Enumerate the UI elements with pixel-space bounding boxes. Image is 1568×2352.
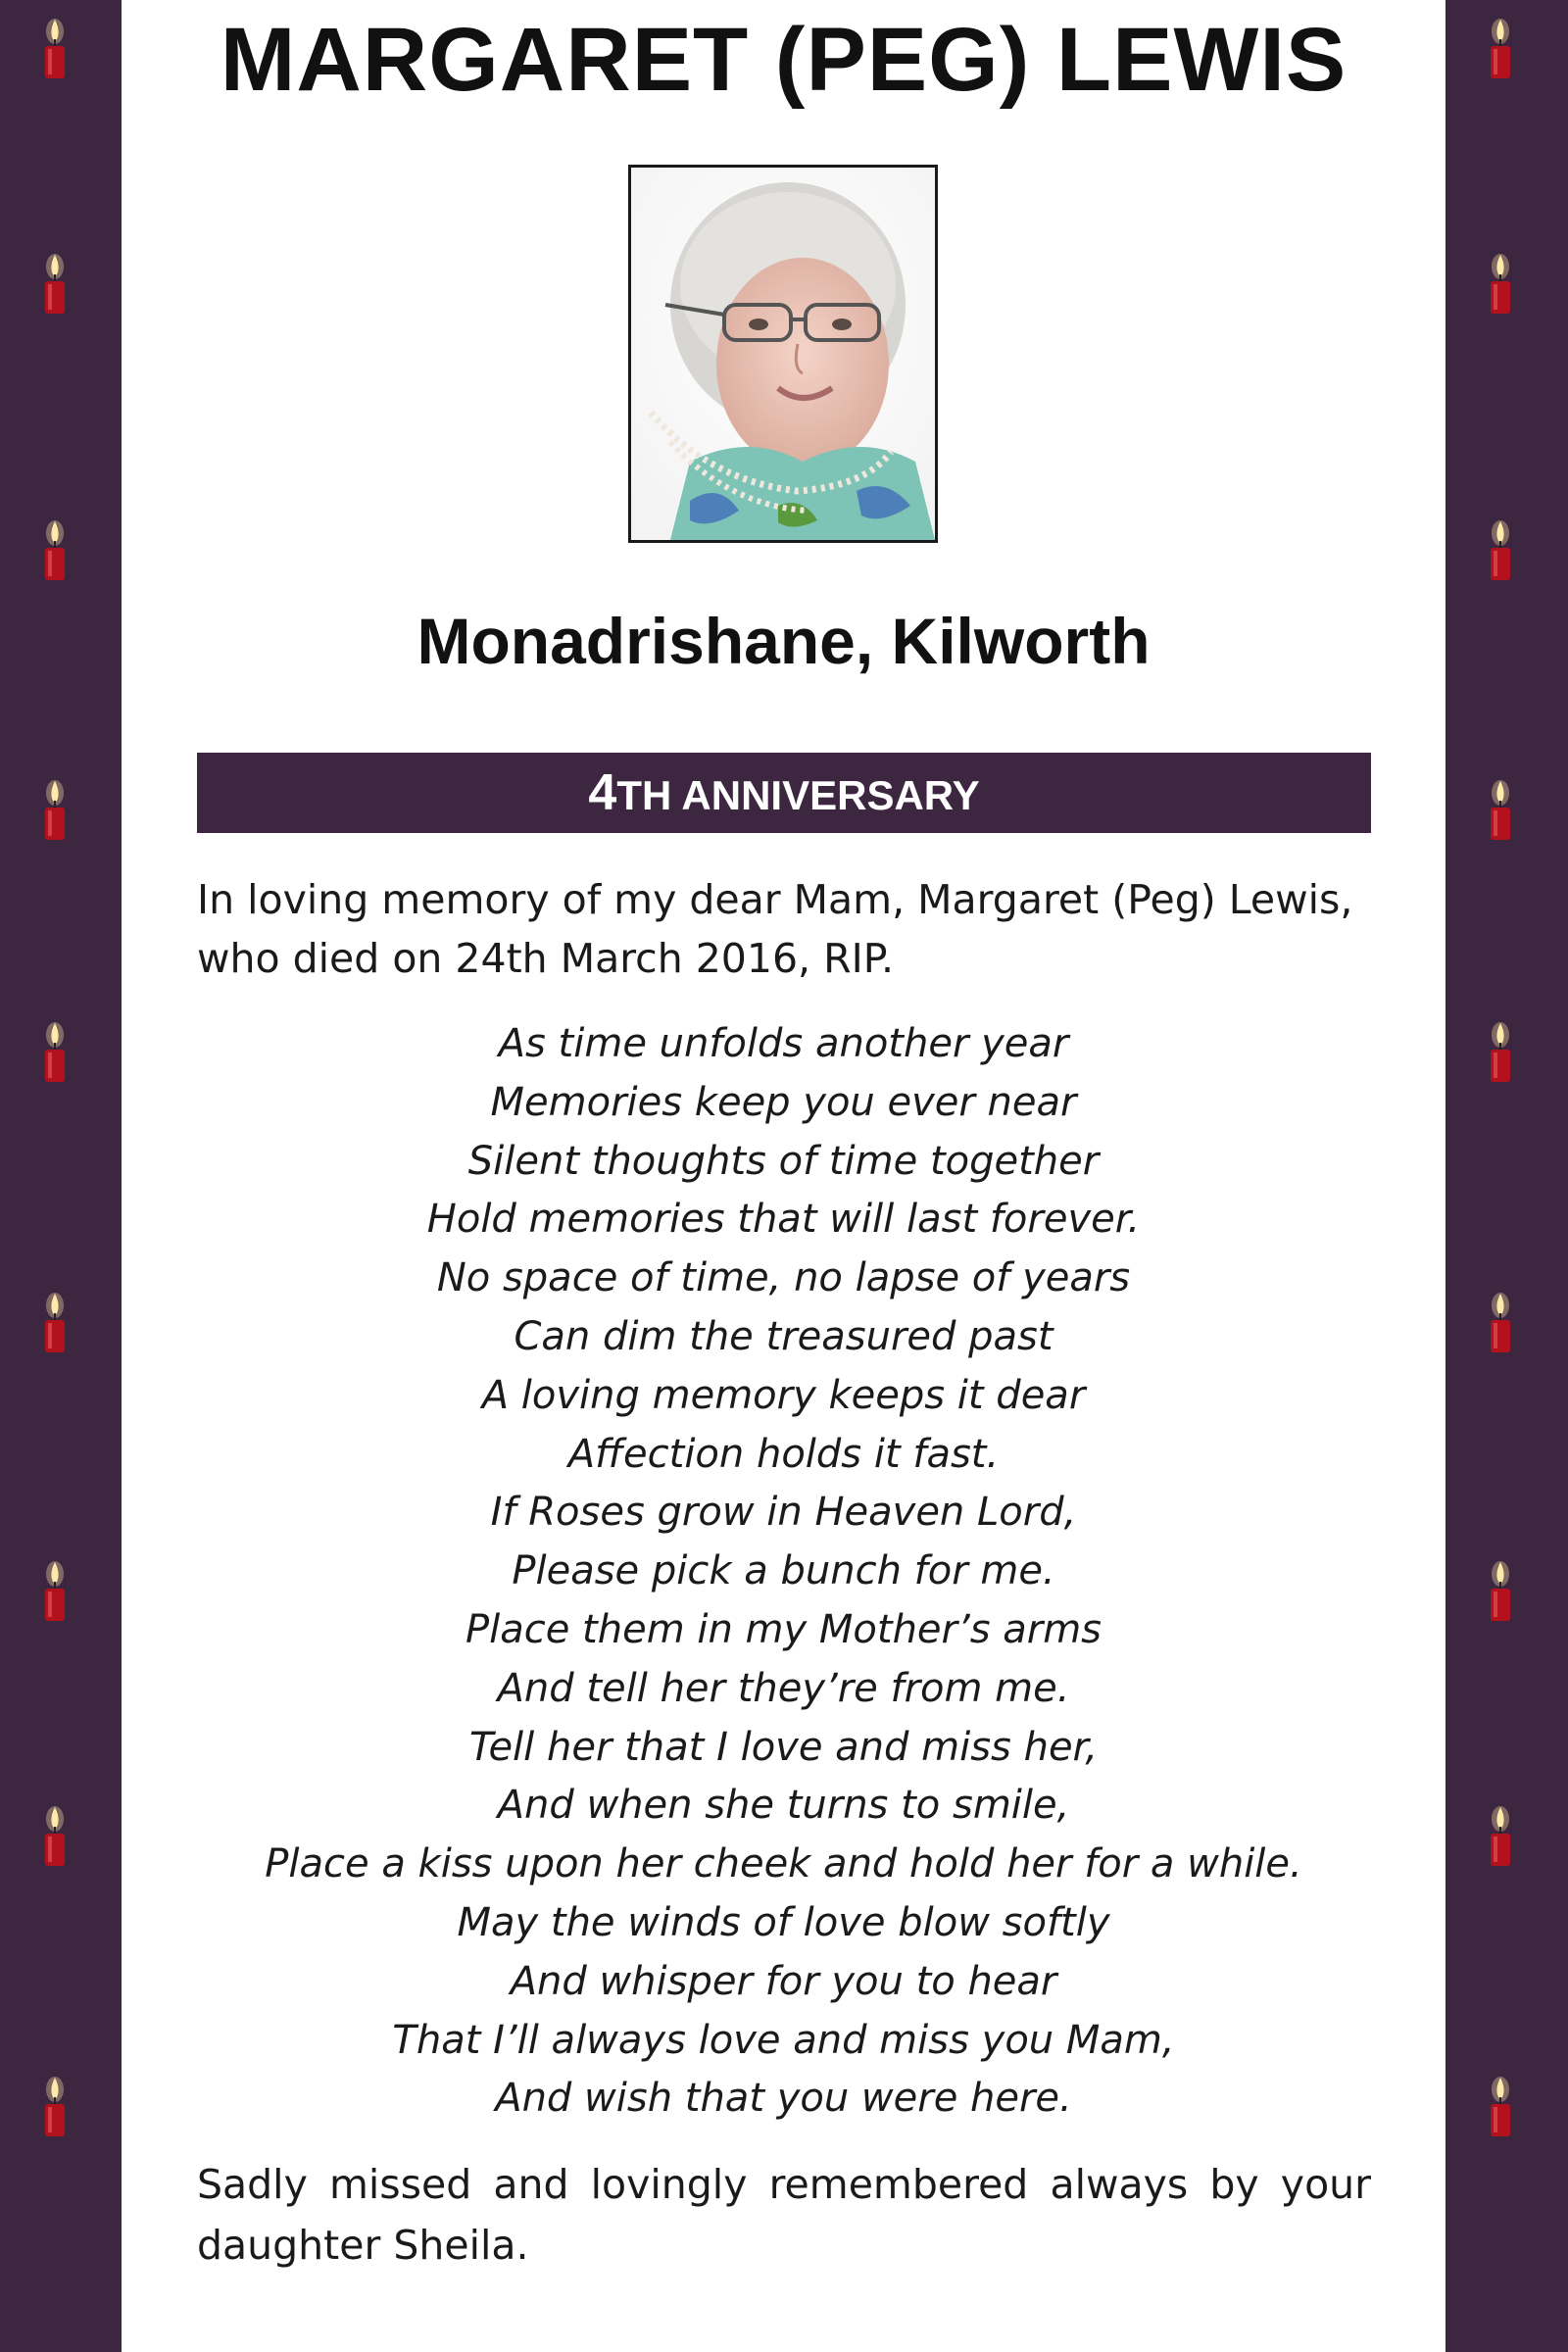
anniversary-number: 4	[588, 764, 617, 821]
candle-icon	[41, 1560, 69, 1621]
poem-line: And whisper for you to hear	[510, 1958, 1057, 2004]
candle-icon	[1487, 1560, 1514, 1621]
candle-icon	[41, 779, 69, 840]
anniversary-label: TH ANNIVERSARY	[616, 772, 980, 818]
poem-line: Silent thoughts of time together	[467, 1138, 1100, 1184]
candle-icon	[1487, 1021, 1514, 1082]
poem-line: And wish that you were here.	[495, 2076, 1072, 2122]
candle-icon	[1487, 1805, 1514, 1866]
poem-line: Place them in my Mother’s arms	[465, 1606, 1102, 1652]
left-candle-border	[0, 0, 122, 2352]
poem-line: Hold memories that will last forever.	[426, 1197, 1141, 1243]
poem-line: And when she turns to smile,	[497, 1783, 1070, 1829]
memorial-poem	[122, 1015, 1446, 2129]
poem-line: May the winds of love blow softly	[457, 1899, 1110, 1945]
location-heading: Monadrishane, Kilworth	[416, 605, 1151, 677]
poem-line: No space of time, no lapse of years	[436, 1255, 1131, 1301]
candle-icon	[41, 2076, 69, 2136]
candle-icon	[1487, 2076, 1514, 2136]
poem-line: Affection holds it fast.	[567, 1431, 1000, 1477]
candle-icon	[1487, 253, 1514, 314]
memorial-notice	[122, 0, 1446, 2352]
candle-icon	[41, 519, 69, 580]
poem-line: Memories keep you ever near	[490, 1079, 1077, 1125]
poem-line: A loving memory keeps it dear	[481, 1372, 1086, 1418]
poem-line: That I’ll always love and miss you Mam,	[392, 2017, 1175, 2063]
poem-line: As time unfolds another year	[498, 1021, 1069, 1066]
candle-icon	[41, 1292, 69, 1352]
deceased-name: MARGARET (PEG) LEWIS	[220, 10, 1348, 110]
poem-line: Place a kiss upon her cheek and hold her for a while.	[265, 1841, 1302, 1887]
intro-paragraph: In loving memory of my dear Mam, Margaret (Peg) Lewis, who died on 24th March 2016, RIP.	[197, 876, 1353, 982]
candle-icon	[1487, 519, 1514, 580]
candle-icon	[41, 18, 69, 78]
candle-icon	[1487, 18, 1514, 78]
candle-icon	[1487, 1292, 1514, 1352]
right-candle-border	[1446, 0, 1568, 2352]
poem-line: Can dim the treasured past	[514, 1313, 1054, 1359]
candle-icon	[41, 1805, 69, 1866]
portrait-photo	[628, 165, 938, 543]
candle-icon	[41, 1021, 69, 1082]
candle-icon	[41, 253, 69, 314]
anniversary-banner	[197, 753, 1371, 833]
poem-line: Please pick a bunch for me.	[512, 1548, 1055, 1594]
closing-paragraph: Sadly missed and lovingly remembered always by your daughter Sheila.	[197, 2161, 1371, 2269]
poem-line: And tell her they’re from me.	[497, 1665, 1070, 1711]
poem-line: Tell her that I love and miss her,	[468, 1724, 1099, 1770]
poem-line: If Roses grow in Heaven Lord,	[490, 1490, 1077, 1536]
candle-icon	[1487, 779, 1514, 840]
